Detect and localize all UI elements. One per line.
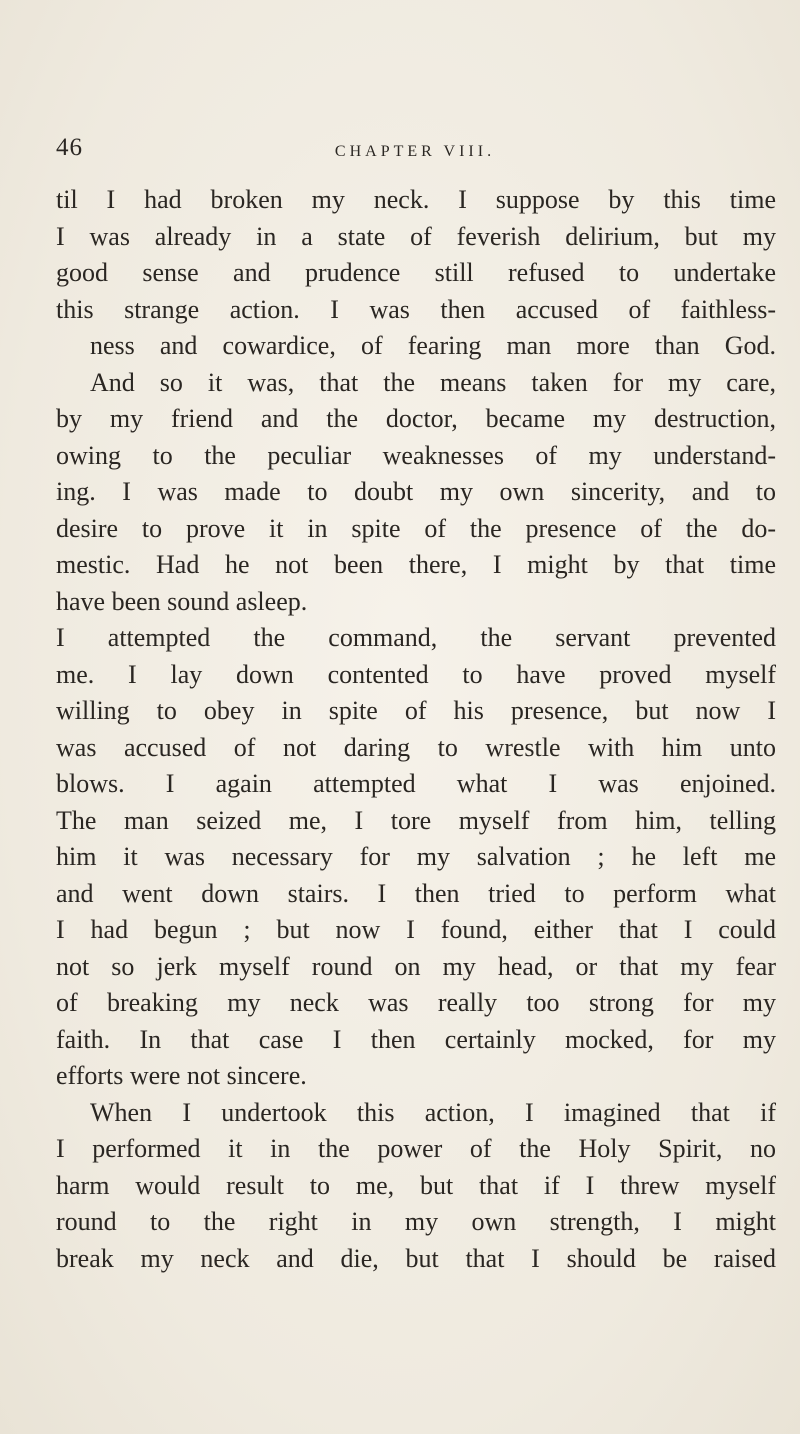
text-line: ness and cowardice, of fearing man more than God. xyxy=(90,331,776,360)
text-line: this strange action. I was then accused of faithless- xyxy=(56,294,776,324)
body-text xyxy=(56,182,776,1277)
text-line: I was already in a state of feverish delirium, but my xyxy=(56,221,776,251)
text-line: harm would result to me, but that if I threw myself xyxy=(56,1170,776,1200)
running-head: CHAPTER VIII. xyxy=(334,143,496,160)
text-line: and went down stairs. I then tried to perform what xyxy=(56,878,776,908)
page-number: 46 xyxy=(56,134,83,161)
text-line: not so jerk myself round on my head, or that my fear xyxy=(56,951,776,981)
text-line: efforts were not sincere. xyxy=(56,1061,307,1090)
text-line: willing to obey in spite of his presence, but now I xyxy=(56,696,776,725)
text-line: round to the right in my own strength, I might xyxy=(56,1207,776,1236)
text-line: good sense and prudence still refused to undertake xyxy=(56,258,776,287)
text-line: I had begun ; but now I found, either that I could xyxy=(56,915,776,944)
text-line: break my neck and die, but that I should be raised xyxy=(56,1243,776,1273)
text-line: ing. I was made to doubt my own sincerity, and to xyxy=(56,477,776,506)
text-line: The man seized me, I tore myself from him, telling xyxy=(56,805,776,835)
text-line: blows. I again attempted what I was enjoined. xyxy=(56,769,776,798)
text-line: by my friend and the doctor, became my destruction, xyxy=(56,404,776,433)
text-line: him it was necessary for my salvation ; he left me xyxy=(56,842,776,871)
text-line: have been sound asleep. xyxy=(56,586,308,616)
text-line: me. I lay down contented to have proved myself xyxy=(56,659,776,689)
text-line: desire to prove it in spite of the presence of the do- xyxy=(56,513,776,543)
text-line: When I undertook this action, I imagined that if xyxy=(90,1097,776,1127)
text-line: I attempted the command, the servant prevented xyxy=(56,623,776,652)
text-line: faith. In that case I then certainly mocked, for my xyxy=(56,1024,776,1054)
text-line: I performed it in the power of the Holy Spirit, no xyxy=(56,1134,776,1163)
text-line: mestic. Had he not been there, I might by that time xyxy=(56,550,776,579)
text-line: til I had broken my neck. I suppose by this time xyxy=(56,185,776,214)
text-line: owing to the peculiar weaknesses of my understand- xyxy=(56,440,776,470)
text-line: And so it was, that the means taken for my care, xyxy=(90,367,776,397)
text-line: of breaking my neck was really too strong for my xyxy=(56,988,776,1017)
text-line: was accused of not daring to wrestle with him unto xyxy=(56,732,776,762)
